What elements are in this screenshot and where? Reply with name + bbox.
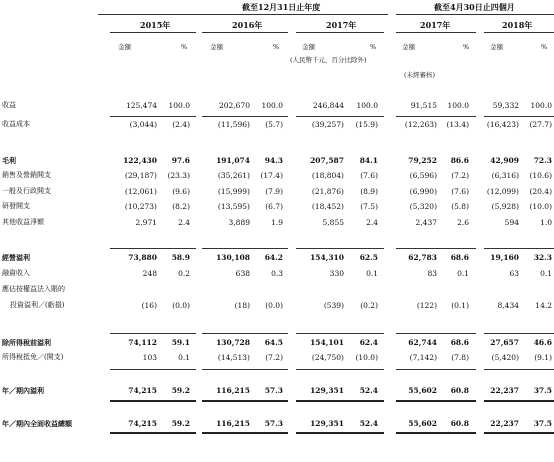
- year-2016: 2016年: [232, 20, 263, 30]
- rule-after-cost: [396, 116, 476, 117]
- cell-amount: 129,351: [310, 386, 344, 395]
- cell-amount: 55,602: [408, 419, 437, 428]
- rule-after-profit: [296, 400, 384, 402]
- header-rule-months: [396, 14, 554, 15]
- cell-amount: 22,237: [490, 419, 519, 428]
- year-2018-interim: 2018年: [502, 20, 533, 30]
- rule-after-total: [484, 432, 554, 434]
- cell-percent: (7.2): [451, 171, 469, 180]
- row-label: 收益成本: [2, 120, 30, 128]
- cell-percent: (9.6): [172, 187, 190, 196]
- cell-amount: 2,971: [135, 218, 157, 227]
- row-label: 銷售及營銷開支: [2, 171, 51, 179]
- cell-amount: (5,320): [409, 202, 437, 211]
- cell-percent: 1.0: [540, 218, 552, 227]
- unaudited-note: (未經審核): [404, 71, 436, 79]
- cell-amount: 19,160: [490, 253, 519, 262]
- cell-amount: (539): [323, 301, 344, 310]
- rule-after-tax: [110, 369, 196, 370]
- year-rule-2017-interim: [396, 32, 476, 33]
- col-pct-2018-interim: %: [541, 43, 548, 51]
- cell-amount: 22,237: [490, 386, 519, 395]
- cell-amount: 122,430: [123, 156, 157, 165]
- cell-percent: (17.4): [260, 171, 283, 180]
- cell-amount: 191,074: [216, 156, 250, 165]
- rule-after-tax: [296, 369, 384, 370]
- row-label: 融資收入: [2, 269, 30, 277]
- cell-amount: (18): [234, 301, 250, 310]
- cell-percent: 2.4: [178, 218, 190, 227]
- year-rule-2017: [296, 32, 384, 33]
- cell-amount: (12,099): [486, 187, 519, 196]
- cell-amount: 248: [142, 269, 157, 278]
- cell-amount: 91,515: [410, 101, 437, 110]
- rule-after-profit: [110, 400, 196, 402]
- col-amount-2015: 金額: [118, 43, 131, 51]
- cell-percent: 84.1: [359, 156, 378, 165]
- cell-amount: (7,142): [409, 353, 437, 362]
- cell-percent: (7.9): [265, 187, 283, 196]
- col-amount-2018-interim: 金額: [490, 43, 503, 51]
- cell-percent: 100.0: [356, 101, 378, 110]
- rule-after-profit: [484, 400, 554, 402]
- rule-after-investment: [110, 333, 196, 334]
- year-rule-2016: [202, 32, 288, 33]
- cell-amount: (13,595): [217, 202, 250, 211]
- cell-amount: 154,310: [310, 253, 344, 262]
- cell-percent: (9.1): [534, 353, 552, 362]
- cell-amount: (35,261): [217, 171, 250, 180]
- cell-percent: 59.2: [171, 419, 190, 428]
- cell-percent: (7.8): [451, 353, 469, 362]
- rule-after-cost: [202, 116, 288, 117]
- rule-after-profit: [202, 400, 288, 402]
- cell-amount: 73,880: [128, 253, 157, 262]
- col-pct-2016: %: [273, 43, 280, 51]
- cell-amount: 330: [329, 269, 344, 278]
- cell-percent: 0.3: [271, 269, 283, 278]
- cell-amount: 5,855: [322, 218, 344, 227]
- rule-after-investment: [202, 333, 288, 334]
- cell-amount: 130,108: [216, 253, 250, 262]
- rule-after-other-income: [396, 248, 476, 249]
- cell-amount: 42,909: [490, 156, 519, 165]
- cell-percent: (0.2): [360, 301, 378, 310]
- cell-amount: 130,728: [216, 338, 250, 347]
- col-amount-2017-interim: 金額: [402, 43, 415, 51]
- cell-amount: (6,990): [409, 187, 437, 196]
- cell-percent: (10.6): [529, 171, 552, 180]
- cell-amount: 8,434: [497, 301, 519, 310]
- cell-amount: 74,215: [128, 419, 157, 428]
- cell-percent: (7.6): [360, 171, 378, 180]
- cell-amount: (3,044): [129, 120, 157, 129]
- rule-after-other-income: [202, 248, 288, 249]
- cell-amount: (5,420): [491, 353, 519, 362]
- rule-after-investment: [484, 333, 554, 334]
- year-2017-interim: 2017年: [420, 20, 451, 30]
- cell-percent: (2.4): [172, 120, 190, 129]
- row-label: 年／期內全面收益總額: [2, 419, 72, 428]
- cell-amount: 2,437: [415, 218, 437, 227]
- rule-after-profit: [396, 400, 476, 402]
- cell-percent: 64.2: [264, 253, 283, 262]
- cell-amount: 129,351: [310, 419, 344, 428]
- cell-percent: (13.4): [446, 120, 469, 129]
- cell-percent: 0.1: [178, 353, 190, 362]
- rule-after-tax: [484, 369, 554, 370]
- rule-after-investment: [296, 333, 384, 334]
- cell-amount: 74,112: [128, 338, 157, 347]
- row-label: 研發開支: [2, 202, 30, 210]
- cell-percent: 62.5: [359, 253, 378, 262]
- cell-percent: 62.4: [359, 338, 378, 347]
- cell-percent: (15.9): [355, 120, 378, 129]
- rule-after-other-income: [110, 248, 196, 249]
- cell-amount: 207,587: [310, 156, 344, 165]
- cell-amount: (11,596): [217, 120, 250, 129]
- cell-amount: 62,744: [408, 338, 437, 347]
- header-rule-years: [98, 14, 388, 15]
- cell-percent: 60.8: [450, 419, 469, 428]
- rule-after-total: [202, 432, 288, 434]
- cell-amount: (122): [416, 301, 437, 310]
- cell-percent: (6.7): [265, 202, 283, 211]
- col-amount-2016: 金額: [210, 43, 223, 51]
- cell-percent: 1.9: [271, 218, 283, 227]
- cell-percent: (5.8): [451, 202, 469, 211]
- col-pct-2017: %: [370, 43, 377, 51]
- cell-amount: (21,876): [311, 187, 344, 196]
- rule-after-total: [296, 432, 384, 434]
- cell-percent: 59.1: [171, 338, 190, 347]
- cell-percent: 37.5: [533, 386, 552, 395]
- cell-percent: 32.3: [533, 253, 552, 262]
- cell-amount: (15,999): [217, 187, 250, 196]
- cell-amount: 74,215: [128, 386, 157, 395]
- cell-amount: 59,332: [492, 101, 519, 110]
- rule-after-cost: [296, 116, 384, 117]
- cell-percent: (23.3): [167, 171, 190, 180]
- row-label: 除所得稅前溢利: [2, 338, 51, 347]
- cell-percent: (20.4): [529, 187, 552, 196]
- cell-percent: 0.2: [178, 269, 190, 278]
- cell-amount: 79,252: [408, 156, 437, 165]
- rule-after-other-income: [484, 248, 554, 249]
- rule-after-investment: [396, 333, 476, 334]
- cell-amount: 125,474: [125, 101, 157, 110]
- cell-amount: 3,889: [228, 218, 250, 227]
- cell-amount: (18,804): [311, 171, 344, 180]
- cell-percent: (0.0): [265, 301, 283, 310]
- cell-percent: 68.6: [450, 253, 469, 262]
- cell-percent: (8.2): [172, 202, 190, 211]
- cell-amount: 55,602: [408, 386, 437, 395]
- cell-percent: 2.4: [366, 218, 378, 227]
- cell-amount: 246,844: [312, 101, 344, 110]
- cell-amount: (10,273): [124, 202, 157, 211]
- cell-percent: 59.2: [171, 386, 190, 395]
- cell-amount: 202,670: [218, 101, 250, 110]
- cell-amount: (18,452): [311, 202, 344, 211]
- col-pct-2015: %: [181, 43, 188, 51]
- cell-percent: 57.3: [264, 386, 283, 395]
- cell-percent: (10.0): [529, 202, 552, 211]
- cell-amount: 154,101: [310, 338, 344, 347]
- cell-percent: 100.0: [168, 101, 190, 110]
- cell-percent: (0.0): [172, 301, 190, 310]
- col-pct-2017-interim: %: [463, 43, 470, 51]
- rule-after-tax: [396, 369, 476, 370]
- cell-amount: (16,423): [486, 120, 519, 129]
- year-2017: 2017年: [326, 20, 357, 30]
- cell-amount: 83: [427, 269, 437, 278]
- cell-percent: 46.6: [533, 338, 552, 347]
- cell-percent: 100.0: [530, 101, 552, 110]
- cell-percent: 52.4: [359, 419, 378, 428]
- cell-amount: (5,928): [491, 202, 519, 211]
- row-label: 一般及行政開支: [2, 187, 51, 195]
- rule-after-tax: [202, 369, 288, 370]
- cell-percent: 72.3: [533, 156, 552, 165]
- row-label: 毛利: [2, 156, 16, 165]
- cell-percent: (0.1): [451, 301, 469, 310]
- col-amount-2017: 金額: [302, 43, 315, 51]
- cell-amount: 594: [504, 218, 519, 227]
- cell-percent: 0.1: [457, 269, 469, 278]
- cell-amount: (39,257): [311, 120, 344, 129]
- cell-amount: 62,783: [408, 253, 437, 262]
- rule-after-cost: [110, 116, 196, 117]
- cell-amount: (12,263): [404, 120, 437, 129]
- header-group-months: 截至4月30日止四個月: [434, 2, 515, 12]
- cell-percent: 57.3: [264, 419, 283, 428]
- cell-percent: 97.6: [171, 156, 190, 165]
- cell-amount: 63: [509, 269, 519, 278]
- cell-percent: 64.5: [264, 338, 283, 347]
- cell-percent: 58.9: [171, 253, 190, 262]
- row-label: 所得稅抵免／(開支): [2, 353, 64, 361]
- cell-percent: 100.0: [447, 101, 469, 110]
- cell-percent: 37.5: [533, 419, 552, 428]
- row-label: 應佔按權益法入賬的: [2, 285, 65, 293]
- year-rule-2015: [110, 32, 196, 33]
- cell-amount: (12,061): [124, 187, 157, 196]
- row-label: 年／期內溢利: [2, 386, 44, 395]
- rule-after-total: [110, 432, 196, 434]
- cell-amount: 103: [142, 353, 157, 362]
- row-label: 其他收益淨額: [2, 218, 44, 226]
- cell-amount: (6,596): [409, 171, 437, 180]
- cell-percent: 2.6: [457, 218, 469, 227]
- header-group-years: 截至12月31日止年度: [242, 2, 321, 12]
- cell-amount: 116,215: [216, 386, 250, 395]
- cell-amount: 638: [235, 269, 250, 278]
- rule-after-cost: [484, 116, 554, 117]
- row-label: 收益: [2, 101, 16, 109]
- rule-after-other-income: [296, 248, 384, 249]
- cell-amount: 27,657: [490, 338, 519, 347]
- year-2015: 2015年: [140, 20, 171, 30]
- cell-percent: 0.1: [366, 269, 378, 278]
- cell-percent: (27.7): [529, 120, 552, 129]
- cell-percent: (7.2): [265, 353, 283, 362]
- cell-percent: 68.6: [450, 338, 469, 347]
- cell-amount: (24,750): [311, 353, 344, 362]
- year-rule-2018-interim: [484, 32, 554, 33]
- cell-percent: 14.2: [535, 301, 552, 310]
- cell-percent: 0.1: [540, 269, 552, 278]
- row-label: 投資溢利／(虧損): [10, 301, 65, 309]
- cell-amount: 116,215: [216, 419, 250, 428]
- cell-percent: (7.5): [360, 202, 378, 211]
- unit-note: (人民幣千元，百分比除外): [290, 56, 367, 64]
- cell-percent: 94.3: [264, 156, 283, 165]
- cell-percent: (5.7): [265, 120, 283, 129]
- cell-percent: 60.8: [450, 386, 469, 395]
- row-label: 經營溢利: [2, 253, 30, 262]
- cell-amount: (16): [141, 301, 157, 310]
- cell-percent: (10.0): [355, 353, 378, 362]
- cell-percent: (8.9): [360, 187, 378, 196]
- cell-percent: 52.4: [359, 386, 378, 395]
- cell-amount: (6,316): [491, 171, 519, 180]
- cell-percent: (7.6): [451, 187, 469, 196]
- cell-percent: 100.0: [261, 101, 283, 110]
- cell-percent: 86.6: [450, 156, 469, 165]
- cell-amount: (14,513): [217, 353, 250, 362]
- cell-amount: (29,187): [124, 171, 157, 180]
- rule-after-total: [396, 432, 476, 434]
